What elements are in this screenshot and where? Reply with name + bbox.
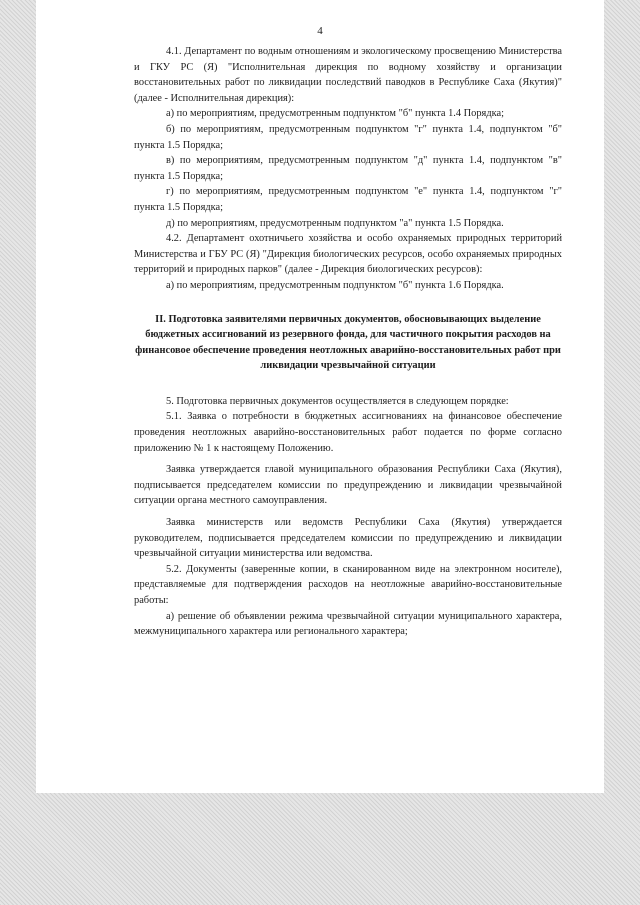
- paragraph-5-1-approval: Заявка утверждается главой муниципального образования Республики Саха (Якутия), подписывается председателем комиссии по предупреждению и ликвидации чрезвычайной ситуации органа местного самоуправления.: [134, 464, 562, 507]
- document-body: [134, 44, 562, 640]
- paragraph-4-2-a: а) по мероприятиям, предусмотренным подпунктом "б" пункта 1.6 Порядка.: [166, 279, 504, 291]
- paragraph-4-2: 4.2. Департамент охотничьего хозяйства и особо охраняемых природных территорий Министерства и ГБУ РС (Я) "Дирекция биологических ресурсов, особо охраняемых природных территорий и природных парков" (далее - Дирекция биологических ресурсов):: [134, 233, 562, 276]
- paragraph-5-2-a: а) решение об объявлении режима чрезвычайной ситуации муниципального характера, межмуниципального характера или регионального характера;: [134, 610, 562, 638]
- paragraph-5-1: 5.1. Заявка о потребности в бюджетных ассигнованиях на финансовое обеспечение проведения неотложных аварийно-восстановительных работ подается по форме согласно приложению № 1 к настоящему Положению.: [134, 411, 562, 454]
- paragraph-5-2: 5.2. Документы (заверенные копии, в сканированном виде на электронном носителе), представляемые для подтверждения расходов на неотложные аварийно-восстановительные работы:: [134, 563, 562, 606]
- paragraph-5-1-ministries: Заявка министерств или ведомств Республики Саха (Якутия) утверждается руководителем, подписывается председателем комиссии по предупреждению и ликвидации чрезвычайной ситуации министерства или ведомства.: [134, 517, 562, 560]
- section-heading: II. Подготовка заявителями первичных документов, обосновывающих выделение бюджетных ассигнований из резервного фонда, для частичного покрытия расходов на финансовое обеспечение проведения неотложных аварийно-восстановительных работ при ликвидации чрезвычайной ситуации: [135, 313, 561, 372]
- paragraph-5: 5. Подготовка первичных документов осуществляется в следующем порядке:: [166, 395, 509, 407]
- paragraph-4-1-v: в) по мероприятиям, предусмотренным подпунктом "д" пункта 1.4, подпунктом "в" пункта 1.5 Порядка;: [134, 155, 562, 182]
- paragraph-4-1: 4.1. Департамент по водным отношениям и экологическому просвещению Министерства и ГКУ РС (Я) "Исполнительная дирекция по водному хозяйству и организации восстановительных работ по ликвидации последствий паводков в Республике Саха (Якутия)" (далее - Исполнительная дирекция):: [134, 46, 562, 104]
- document-page: [36, 0, 604, 793]
- paragraph-4-1-g: г) по мероприятиям, предусмотренным подпунктом "е" пункта 1.4, подпунктом "г" пункта 1.5 Порядка;: [134, 186, 562, 213]
- paragraph-4-1-a: а) по мероприятиям, предусмотренным подпунктом "б" пункта 1.4 Порядка;: [166, 108, 505, 120]
- paragraph-4-1-b: б) по мероприятиям, предусмотренным подпунктом "г" пункта 1.4, подпунктом "б" пункта 1.5 Порядка;: [134, 123, 562, 151]
- paragraph-4-1-d: д) по мероприятиям, предусмотренным подпунктом "а" пункта 1.5 Порядка.: [166, 217, 504, 229]
- page-number: 4: [317, 25, 323, 37]
